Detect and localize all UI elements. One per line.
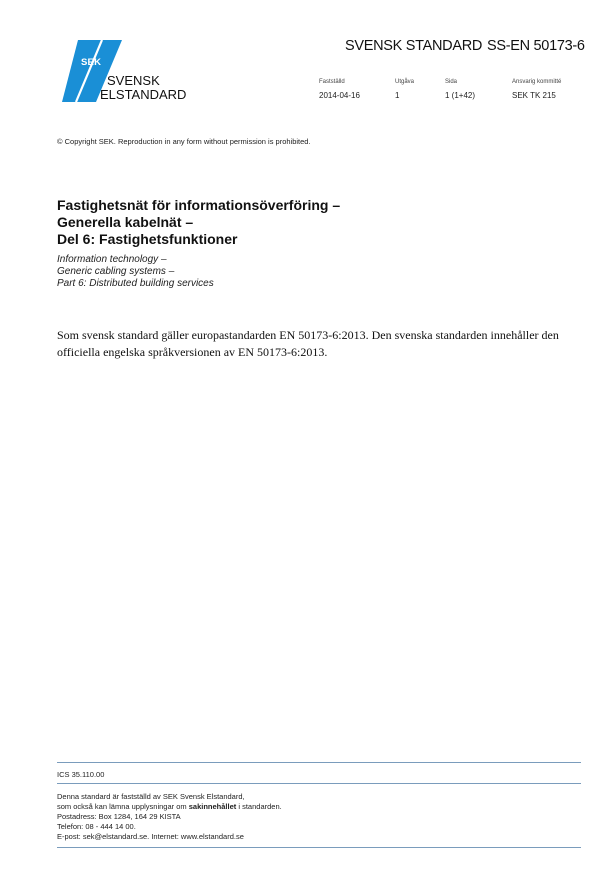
footer-text: i standarden. (236, 802, 282, 811)
label-committee: Ansvarig kommitté (512, 79, 562, 85)
label-page: Sida (445, 79, 458, 85)
value-edition: 1 (395, 91, 400, 100)
footer-text: som också kan lämna upplysningar om (57, 802, 189, 811)
sek-logo (56, 40, 188, 108)
value-established: 2014-04-16 (319, 91, 360, 100)
value-committee: SEK TK 215 (512, 91, 556, 100)
value-page: 1 (1+42) (445, 91, 476, 100)
footer-postal-address: Postadress: Box 1284, 164 29 KISTA (57, 812, 181, 821)
swedish-title-line: Generella kabelnät – (57, 214, 194, 230)
body-paragraph: Som svensk standard gäller europastandarden EN 50173-6:2013. Den svenska standarden innehåller den officiella engelska språkversionen av EN 50173-6:2013. (57, 328, 559, 359)
swedish-title-line: Fastighetsnät för informationsöverföring – (57, 197, 341, 213)
document-number: SS-EN 50173-6 (487, 38, 585, 54)
footer-email-web: E-post: sek@elstandard.se. Internet: www.elstandard.se (57, 832, 244, 841)
english-title-line: Information technology – (57, 254, 167, 265)
logo-text-line1: SVENSK (107, 73, 160, 88)
footer-rule-middle (57, 783, 581, 784)
logo-text-line2: ELSTANDARD (100, 87, 187, 102)
label-edition: Utgåva (395, 79, 415, 85)
footer-bold-text: sakinnehållet (188, 802, 237, 811)
document-type: SVENSK STANDARD (345, 38, 483, 54)
footer-line: Denna standard är fastställd av SEK Svensk Elstandard, (57, 792, 245, 801)
english-title (57, 254, 214, 290)
footer-rule-bottom (57, 847, 581, 848)
logo-abbrev: SEK (81, 57, 102, 68)
swedish-title (57, 197, 340, 248)
footer-info (57, 792, 282, 842)
footer-rule-top (57, 762, 581, 763)
footer-line (57, 802, 282, 812)
ics-code: ICS 35.110.00 (57, 770, 105, 779)
footer-phone: Telefon: 08 - 444 14 00. (57, 822, 136, 831)
copyright-notice: © Copyright SEK. Reproduction in any form without permission is prohibited. (57, 137, 311, 146)
swedish-title-line: Del 6: Fastighetsfunktioner (57, 231, 238, 247)
label-established: Fastställd (319, 79, 345, 85)
english-title-line: Part 6: Distributed building services (57, 278, 214, 289)
english-title-line: Generic cabling systems – (57, 266, 175, 277)
